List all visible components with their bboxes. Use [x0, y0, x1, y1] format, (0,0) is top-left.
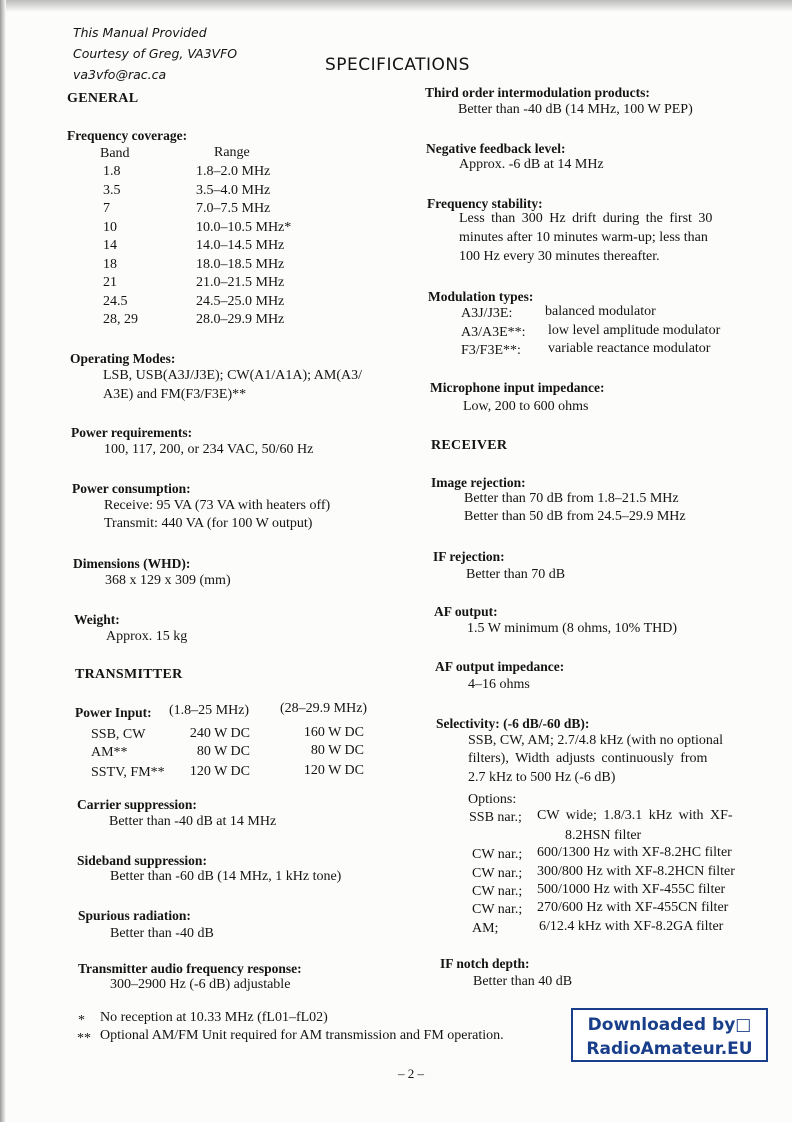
selectivity-option-key: CW nar.;	[472, 902, 523, 917]
mic-impedance-value: Low, 200 to 600 ohms	[463, 399, 589, 414]
imd-label: Third order intermodulation products:	[425, 85, 650, 100]
weight-value: Approx. 15 kg	[106, 629, 188, 644]
operating-modes-label: Operating Modes:	[70, 351, 176, 366]
footnote-2-mark: **	[77, 1031, 91, 1046]
dimensions-value: 368 x 129 x 309 (mm)	[105, 573, 231, 588]
power-consumption-transmit: Transmit: 440 VA (for 100 W output)	[104, 516, 313, 531]
image-rejection-label: Image rejection:	[431, 475, 526, 490]
power-value-low-cell: 240 W DC	[189, 726, 250, 741]
selectivity-option-value: 270/600 Hz with XF-455CN filter	[537, 900, 729, 915]
band-cell: 18	[103, 256, 117, 272]
transmitter-heading: TRANSMITTER	[75, 667, 183, 682]
power-value-high-cell: 120 W DC	[303, 763, 364, 778]
range-cell: 28.0–29.9 MHz	[196, 312, 285, 327]
selectivity-option-value: 600/1300 Hz with XF-8.2HC filter	[537, 845, 732, 860]
selectivity-line-1: SSB, CW, AM; 2.7/4.8 kHz (with no optional	[468, 733, 724, 748]
range-cell: 18.0–18.5 MHz	[196, 256, 285, 272]
range-cell: 24.5–25.0 MHz	[196, 293, 285, 309]
power-mode-cell: SSTV, FM**	[91, 765, 165, 780]
imd-value: Better than -40 dB (14 MHz, 100 W PEP)	[458, 102, 693, 117]
band-cell: 28, 29	[103, 312, 138, 327]
frequency-table	[103, 163, 291, 330]
carrier-suppression-value: Better than -40 dB at 14 MHz	[109, 814, 277, 829]
if-rejection-label: IF rejection:	[433, 549, 505, 564]
credit-line-1: This Manual Provided	[73, 25, 207, 40]
modulation-description: low level amplitude modulator	[548, 323, 721, 338]
frequency-row	[103, 182, 291, 201]
power-consumption-receive: Receive: 95 VA (73 VA with heaters off)	[104, 498, 331, 513]
selectivity-option-key: CW nar.;	[472, 884, 523, 899]
image-rejection-line-2: Better than 50 dB from 24.5–29.9 MHz	[464, 509, 686, 524]
modulation-description: variable reactance modulator	[548, 341, 711, 356]
af-output-value: 1.5 W minimum (8 ohms, 10% THD)	[467, 621, 677, 636]
modulation-description: balanced modulator	[545, 304, 656, 319]
band-cell: 1.8	[103, 164, 121, 179]
af-output-label: AF output:	[434, 604, 498, 619]
footnote-1: No reception at 10.33 MHz (fL01–fL02)	[100, 1010, 328, 1025]
range-cell: 1.8–2.0 MHz	[196, 164, 271, 179]
band-cell: 24.5	[103, 293, 128, 309]
sideband-suppression-value: Better than -60 dB (14 MHz, 1 kHz tone)	[110, 869, 342, 884]
band-cell: 10	[103, 219, 117, 235]
selectivity-option-value: 500/1000 Hz with XF-455C filter	[537, 882, 726, 897]
power-requirements-label: Power requirements:	[71, 425, 193, 440]
receiver-heading: RECEIVER	[431, 438, 508, 453]
power-consumption-label: Power consumption:	[72, 481, 191, 496]
power-input-col1: (1.8–25 MHz)	[169, 703, 250, 718]
if-rejection-value: Better than 70 dB	[466, 567, 566, 582]
stability-line-1: Less than 300 Hz drift during the first 30	[459, 211, 713, 226]
selectivity-ssb-value-1: CW wide; 1.8/3.1 kHz with XF-	[537, 808, 733, 823]
selectivity-option-key: CW nar.;	[472, 866, 523, 881]
af-impedance-label: AF output impedance:	[435, 659, 565, 674]
frequency-row	[103, 274, 291, 293]
frequency-row	[103, 237, 291, 256]
range-cell: 10.0–10.5 MHz*	[196, 219, 292, 235]
selectivity-options-label: Options:	[468, 792, 517, 807]
range-header: Range	[214, 145, 250, 160]
watermark-line-1: Downloaded by□	[587, 1015, 752, 1035]
spurious-radiation-label: Spurious radiation:	[78, 908, 191, 923]
image-rejection-line-1: Better than 70 dB from 1.8–21.5 MHz	[464, 491, 679, 506]
power-input-label: Power Input:	[75, 705, 152, 720]
frequency-row	[103, 311, 291, 330]
nfb-value: Approx. -6 dB at 14 MHz	[459, 157, 604, 172]
power-mode-cell: SSB, CW	[91, 727, 146, 742]
selectivity-label: Selectivity: (-6 dB/-60 dB):	[436, 716, 590, 731]
selectivity-line-3: 2.7 kHz to 500 Hz (-6 dB)	[468, 770, 616, 785]
page-title: SPECIFICATIONS	[325, 55, 470, 75]
power-value-high-cell: 160 W DC	[303, 725, 364, 740]
power-value-high-cell: 80 W DC	[310, 743, 364, 758]
selectivity-line-2: filters), Width adjusts continuously from	[468, 751, 708, 766]
selectivity-option-key: AM;	[472, 921, 499, 936]
page-number: – 2 –	[398, 1066, 424, 1081]
range-cell: 3.5–4.0 MHz	[196, 182, 271, 198]
operating-modes-line-1: LSB, USB(A3J/J3E); CW(A1/A1A); AM(A3/	[103, 368, 363, 383]
modulation-type: A3/A3E**:	[461, 325, 526, 340]
freq-coverage-label: Frequency coverage:	[67, 128, 188, 143]
download-watermark	[571, 1008, 768, 1062]
power-input-col2: (28–29.9 MHz)	[280, 701, 368, 716]
page-shadow-top	[0, 0, 792, 12]
frequency-row	[103, 219, 291, 238]
notch-depth-value: Better than 40 dB	[473, 974, 573, 989]
selectivity-option-value: 6/12.4 kHz with XF-8.2GA filter	[539, 919, 724, 934]
mic-impedance-label: Microphone input impedance:	[430, 380, 605, 395]
stability-line-2: minutes after 10 minutes warm-up; less than	[459, 230, 708, 245]
af-impedance-value: 4–16 ohms	[468, 677, 530, 692]
operating-modes-line-2: A3E) and FM(F3/F3E)**	[103, 387, 247, 402]
frequency-row	[103, 293, 291, 312]
sideband-suppression-label: Sideband suppression:	[77, 853, 207, 868]
selectivity-ssb-key: SSB nar.;	[469, 810, 522, 825]
footnote-2: Optional AM/FM Unit required for AM transmission and FM operation.	[100, 1028, 504, 1043]
frequency-row	[103, 163, 291, 182]
footnote-1-mark: *	[78, 1013, 85, 1028]
range-cell: 21.0–21.5 MHz	[196, 275, 285, 290]
frequency-row	[103, 256, 291, 275]
credit-line-2: Courtesy of Greg, VA3VFO	[73, 46, 238, 61]
general-heading: GENERAL	[67, 91, 139, 106]
selectivity-option-value: 300/800 Hz with XF-8.2HCN filter	[537, 864, 735, 879]
frequency-row	[103, 200, 291, 219]
power-value-low-cell: 120 W DC	[189, 764, 250, 779]
selectivity-option-key: CW nar.;	[472, 847, 523, 862]
range-cell: 7.0–7.5 MHz	[196, 201, 271, 216]
power-requirements-value: 100, 117, 200, or 234 VAC, 50/60 Hz	[104, 442, 314, 457]
credit-line-3: va3vfo@rac.ca	[73, 67, 167, 82]
stability-line-3: 100 Hz every 30 minutes thereafter.	[459, 249, 660, 264]
watermark-line-2: RadioAmateur.EU	[586, 1039, 753, 1059]
band-cell: 21	[103, 275, 117, 290]
band-header: Band	[100, 146, 130, 161]
band-cell: 7	[103, 201, 110, 216]
carrier-suppression-label: Carrier suppression:	[77, 797, 197, 812]
stability-label: Frequency stability:	[427, 196, 543, 211]
band-cell: 14	[103, 238, 117, 253]
page-shadow-left	[0, 0, 6, 1122]
audio-response-value: 300–2900 Hz (-6 dB) adjustable	[110, 977, 291, 992]
nfb-label: Negative feedback level:	[426, 141, 566, 156]
notch-depth-label: IF notch depth:	[440, 956, 530, 971]
spurious-radiation-value: Better than -40 dB	[110, 926, 214, 941]
dimensions-label: Dimensions (WHD):	[73, 556, 191, 571]
power-value-low-cell: 80 W DC	[196, 744, 250, 759]
band-cell: 3.5	[103, 182, 121, 198]
credit-block	[73, 22, 237, 85]
modulation-type: F3/F3E**:	[461, 343, 521, 358]
power-mode-cell: AM**	[91, 745, 128, 760]
selectivity-ssb-value-2: 8.2HSN filter	[565, 828, 642, 843]
modulation-type: A3J/J3E:	[461, 306, 513, 321]
modulation-types-label: Modulation types:	[428, 289, 534, 304]
audio-response-label: Transmitter audio frequency response:	[78, 961, 302, 976]
weight-label: Weight:	[74, 612, 120, 627]
range-cell: 14.0–14.5 MHz	[196, 238, 285, 253]
